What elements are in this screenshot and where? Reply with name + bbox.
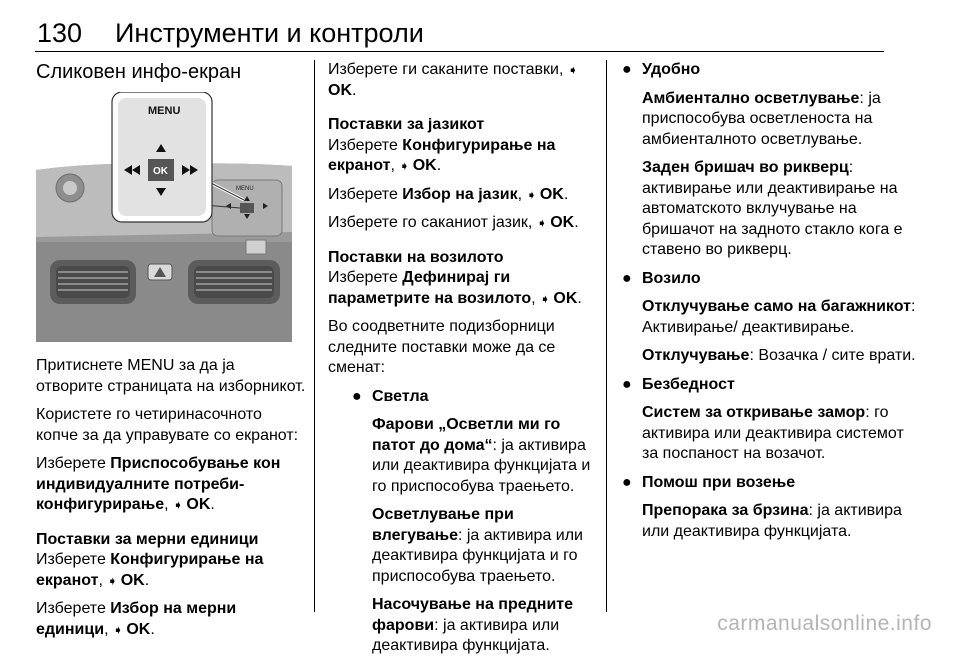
paragraph: Притиснете MENU за да ја отворите страницата на изборникот. bbox=[36, 357, 306, 395]
arrow-icon: ➧ bbox=[526, 187, 540, 202]
menu-path: Конфигурирање на екранот bbox=[36, 551, 264, 589]
bullet-dot: ● bbox=[352, 387, 362, 405]
paragraph bbox=[36, 454, 306, 516]
menu-path: Избор на јазик bbox=[402, 185, 518, 203]
menu-label: MENU bbox=[148, 105, 181, 117]
menu-control-illustration bbox=[36, 92, 292, 342]
paragraph bbox=[328, 136, 598, 177]
text: : ја активира или деактивира функцијата и го приспособува траењето. bbox=[372, 526, 583, 585]
paragraph bbox=[328, 213, 598, 234]
arrow-icon: ➧ bbox=[536, 216, 551, 230]
menu-path: Приспособување кон индивидуалните потреби-конфигурирање bbox=[36, 455, 281, 513]
paragraph bbox=[372, 595, 598, 657]
menu-small-label: MENU bbox=[236, 186, 254, 192]
text: . bbox=[574, 214, 579, 231]
ok-text: OK bbox=[539, 185, 564, 203]
text: Изберете bbox=[328, 269, 403, 286]
bullet-label: Светла bbox=[372, 387, 429, 405]
arrow-icon: ➧ bbox=[539, 291, 554, 306]
section-title: Сликовен инфо-екран bbox=[36, 61, 242, 83]
page-number: 130 bbox=[37, 18, 83, 48]
page-title: Инструменти и контроли bbox=[115, 18, 424, 48]
bullet-comfort bbox=[620, 60, 920, 261]
text: . bbox=[436, 157, 442, 174]
setting-name: Насочување на предните фарови bbox=[372, 596, 574, 634]
text: . bbox=[144, 571, 150, 589]
text: Изберете bbox=[328, 136, 403, 154]
text: . bbox=[352, 81, 357, 99]
column-1 bbox=[36, 60, 306, 648]
text: . bbox=[210, 496, 215, 513]
paragraph bbox=[642, 89, 920, 151]
text: , bbox=[517, 185, 527, 203]
column-2 bbox=[328, 60, 598, 665]
text: . bbox=[150, 620, 155, 638]
paragraph bbox=[372, 505, 598, 587]
bullet-label: Возило bbox=[642, 269, 701, 287]
arrow-icon: ➧ bbox=[399, 159, 413, 173]
bullet-lights bbox=[350, 387, 598, 657]
arrow-icon: ➧ bbox=[173, 498, 187, 512]
ok-text: OK bbox=[553, 289, 578, 307]
bullet-dot: ● bbox=[622, 375, 632, 393]
ok-label: OK bbox=[153, 166, 168, 177]
subsection-title: Поставки за јазикот bbox=[328, 116, 485, 133]
setting-name: Препорака за брзина bbox=[642, 502, 809, 519]
paragraph bbox=[328, 185, 598, 206]
paragraph bbox=[642, 297, 920, 338]
bullet-label: Безбедност bbox=[642, 375, 735, 393]
units-section bbox=[36, 530, 306, 641]
text: Изберете го саканиот јазик, bbox=[328, 214, 537, 231]
text: : Активирање/ деактивирање. bbox=[642, 298, 916, 336]
paragraph bbox=[36, 599, 306, 640]
text: . bbox=[577, 289, 582, 307]
text: : активирање или деактивирање на автоматското вклучување на бришачот на задното стакло кога е ставено во рикверц. bbox=[642, 159, 903, 258]
paragraph: Користете го четиринасочното копче за да управувате со екранот: bbox=[36, 406, 299, 444]
text: Изберете bbox=[36, 455, 111, 472]
column-divider bbox=[314, 60, 315, 612]
text: Изберете bbox=[36, 551, 111, 568]
ok-text: OK bbox=[550, 214, 575, 231]
paragraph bbox=[328, 60, 598, 101]
paragraph bbox=[36, 550, 306, 591]
ok-text: OK bbox=[186, 496, 211, 513]
bullet-dot: ● bbox=[622, 269, 632, 287]
subsection-title: Поставки за мерни единици bbox=[36, 530, 259, 548]
text: , bbox=[98, 571, 108, 589]
paragraph bbox=[642, 346, 920, 367]
paragraph bbox=[642, 403, 920, 465]
ok-text: OK bbox=[126, 620, 151, 638]
text: : ја активира или деактивира функцијата. bbox=[642, 502, 902, 540]
menu-path: Избор на мерни единици bbox=[36, 600, 237, 638]
ok-text: OK bbox=[328, 81, 352, 99]
paragraph bbox=[642, 158, 920, 261]
text: Изберете ги саканите поставки, bbox=[328, 61, 568, 78]
setting-name: Осветлување при влегување bbox=[372, 506, 514, 544]
setting-name: Отклучување само на багажникот bbox=[642, 298, 911, 315]
bullet-label: Удобно bbox=[642, 61, 701, 78]
ok-text: OK bbox=[412, 157, 437, 174]
column-3 bbox=[620, 60, 920, 550]
setting-name: Амбиентално осветлување bbox=[642, 89, 860, 107]
watermark: carmanualsonline.info bbox=[717, 612, 932, 635]
header-rule bbox=[35, 51, 884, 52]
text: , bbox=[531, 289, 540, 307]
arrow-icon: ➧ bbox=[112, 622, 127, 637]
paragraph bbox=[328, 268, 598, 309]
bullet-label: Помош при возење bbox=[642, 473, 796, 491]
bullet-vehicle bbox=[620, 269, 920, 367]
bullet-dot: ● bbox=[622, 473, 632, 491]
bullet-driving-assist bbox=[620, 473, 920, 543]
paragraph bbox=[372, 415, 598, 497]
arrow-icon: ➧ bbox=[567, 63, 578, 77]
text: : го активира или деактивира системот за поспаност на возачот. bbox=[642, 404, 904, 462]
bullet-safety bbox=[620, 375, 920, 465]
text: Изберете bbox=[328, 185, 403, 203]
text: : ја активира или деактивира функцијата и го приспособува траењето. bbox=[372, 436, 591, 495]
setting-name: Заден бришач во рикверц bbox=[642, 159, 849, 176]
bullet-dot: ● bbox=[622, 61, 632, 78]
setting-name: Систем за откривање замор bbox=[642, 404, 866, 421]
column-divider bbox=[606, 60, 607, 612]
vehicle-settings-section bbox=[328, 248, 598, 379]
text: : Возачка / сите врати. bbox=[749, 347, 916, 364]
setting-name: Фарови „Осветли ми го патот до дома“ bbox=[372, 416, 561, 454]
ok-text: OK bbox=[120, 571, 145, 589]
setting-name: Отклучување bbox=[642, 347, 750, 364]
text: . bbox=[563, 185, 569, 203]
text: : ја активира или деактивира функцијата. bbox=[372, 616, 560, 654]
menu-path: Конфигурирање на екранот bbox=[328, 136, 556, 174]
text: , bbox=[390, 157, 400, 174]
paragraph bbox=[642, 501, 920, 542]
paragraph: Во соодветните подизборници следните поставки може да се сменат: bbox=[328, 318, 556, 376]
text: , bbox=[164, 496, 173, 513]
menu-path: Дефинирај ги параметрите на возилото bbox=[328, 269, 532, 307]
language-section bbox=[328, 115, 598, 234]
text: Изберете bbox=[36, 600, 111, 617]
text: : ја приспособува осветленоста на амбиенталното осветлување. bbox=[642, 89, 881, 148]
text: , bbox=[104, 620, 113, 638]
subsection-title: Поставки на возилото bbox=[328, 248, 504, 266]
arrow-icon: ➧ bbox=[107, 573, 121, 588]
